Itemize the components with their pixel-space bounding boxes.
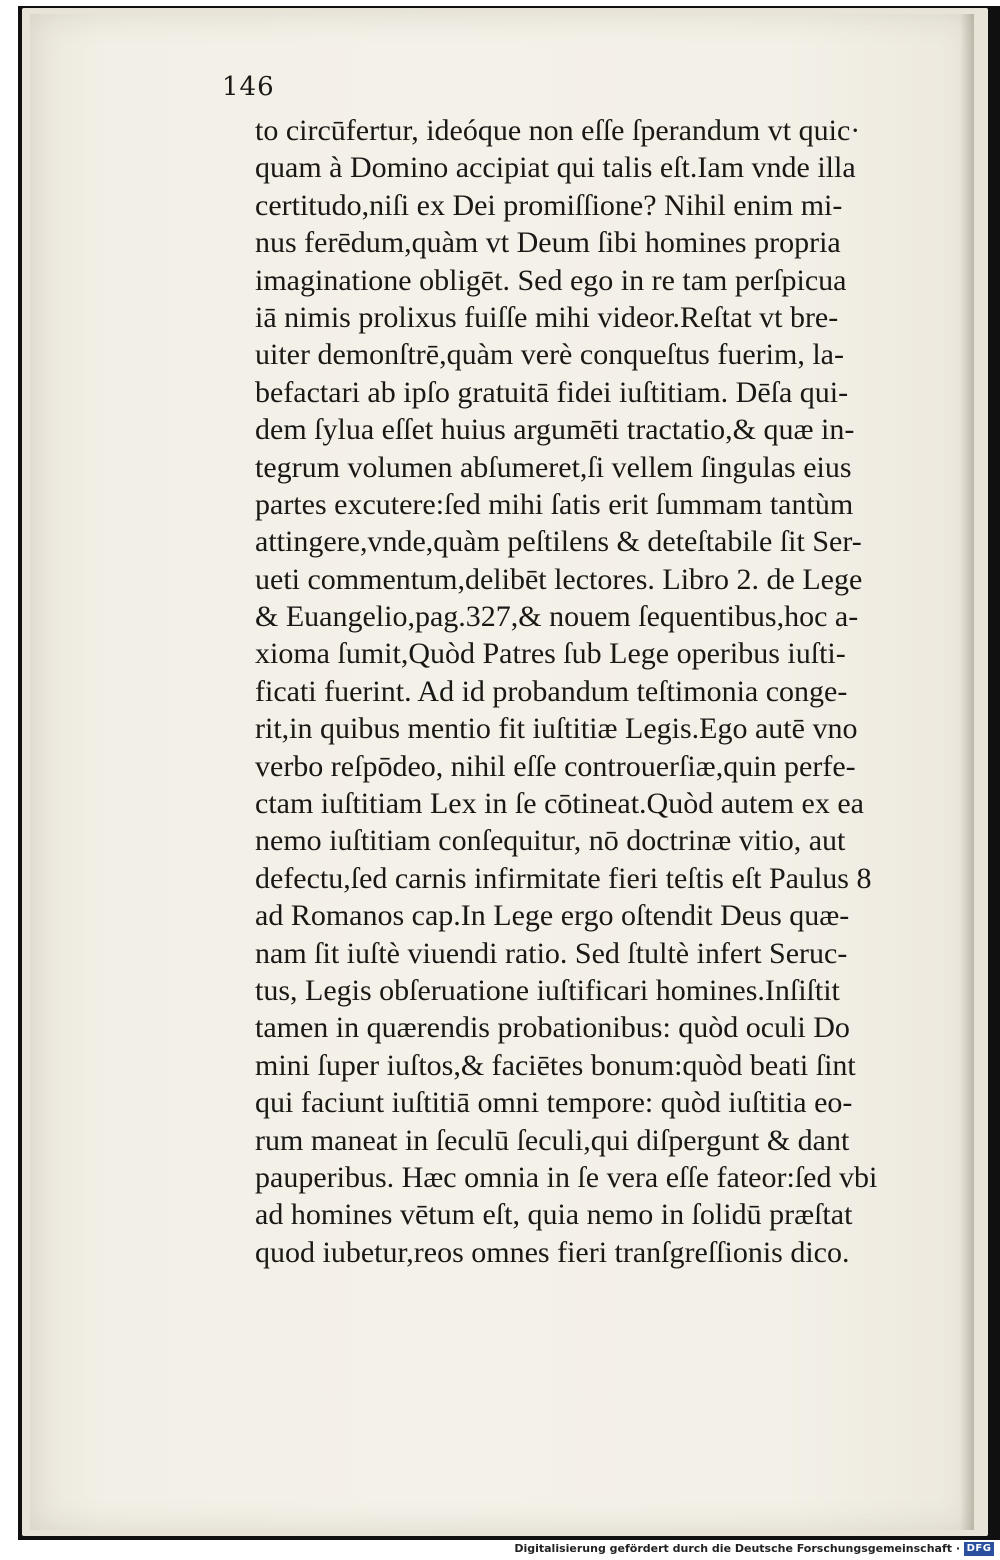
text-line: tus, Legis obſeruatione iuſtificari homines.Inſiſtit [255,973,840,1007]
text-line: nus ferēdum,quàm vt Deum ſibi homines propria [255,226,841,260]
text-line: rum maneat in ſeculū ſeculi,qui diſpergunt & dant [255,1123,850,1157]
text-line: ad homines vētum eſt, quia nemo in ſolidū præſtat [255,1198,853,1232]
funding-credit: Digitalisierung gefördert durch die Deutsche Forschungsgemeinschaft · [514,1542,960,1555]
text-line: qui faciunt iuſtitiā omni tempore: quòd iuſtitia eo- [255,1086,853,1120]
text-line: uiter demonſtrē,quàm verè conqueſtus fuerim, la- [255,338,844,372]
text-line: partes excutere:ſed mihi ſatis erit ſummam tantùm [255,487,854,521]
text-line: nam ſit iuſtè viuendi ratio. Sed ſtultè infert Seruc- [255,936,848,970]
footer-bar [0,1540,1000,1560]
text-line: quod iubetur,reos omnes fieri tranſgreſſionis dico. [255,1235,850,1269]
dfg-logo: DFG [964,1542,994,1556]
text-line: to circūfertur, ideóque non eſſe ſperandum vt quic· [255,114,861,147]
text-line: rit,in quibus mentio fit iuſtitiæ Legis.Ego autē vno [255,712,858,746]
text-line: & Euangelio,pag.327,& nouem ſequentibus,hoc a- [255,600,859,634]
page-number: 146 [222,72,275,102]
text-line: iā nimis prolixus fuiſſe mihi videor.Reſtat vt bre- [255,300,839,334]
text-line: dem ſylua eſſet huius argumēti tractatio,& quæ in- [255,413,855,447]
text-line: tamen in quærendis probationibus: quòd oculi Do [255,1011,850,1045]
text-line: ad Romanos cap.In Lege ergo oſtendit Deus quæ- [255,899,850,933]
text-line: nemo iuſtitiam conſequitur, nō doctrinæ vitio, aut [255,824,846,858]
text-line: ficati fuerint. Ad id probandum teſtimonia conge- [255,674,848,708]
text-line: ctam iuſtitiam Lex in ſe cōtineat.Quòd autem ex ea [255,787,864,821]
text-line: quam à Domino accipiat qui talis eſt.Iam vnde illa [255,151,856,185]
text-line: ueti commentum,delibēt lectores. Libro 2. de Lege [255,562,863,596]
text-line: befactari ab ipſo gratuitā fidei iuſtitiam. Dēſa qui- [255,375,849,409]
text-line: defectu,ſed carnis infirmitate fieri teſtis eſt Paulus 8 [255,861,872,895]
text-line: mini ſuper iuſtos,& faciētes bonum:quòd beati ſint [255,1048,856,1082]
text-line: certitudo,niſi ex Dei promiſſione? Nihil enim mi- [255,188,843,222]
text-line: verbo reſpōdeo, nihil eſſe controuerſiæ,quin perfe- [255,749,856,783]
body-text [255,112,965,1271]
text-line: attingere,vnde,quàm peſtilens & deteſtabile ſit Ser- [255,525,862,559]
text-line: tegrum volumen abſumeret,ſi vellem ſingulas eius [255,450,852,484]
text-line: pauperibus. Hæc omnia in ſe vera eſſe fateor:ſed vbi [255,1160,878,1194]
text-line: xioma ſumit,Quòd Patres ſub Lege operibus iuſti- [255,637,846,671]
text-line: imaginatione obligēt. Sed ego in re tam perſpicua [255,263,847,297]
